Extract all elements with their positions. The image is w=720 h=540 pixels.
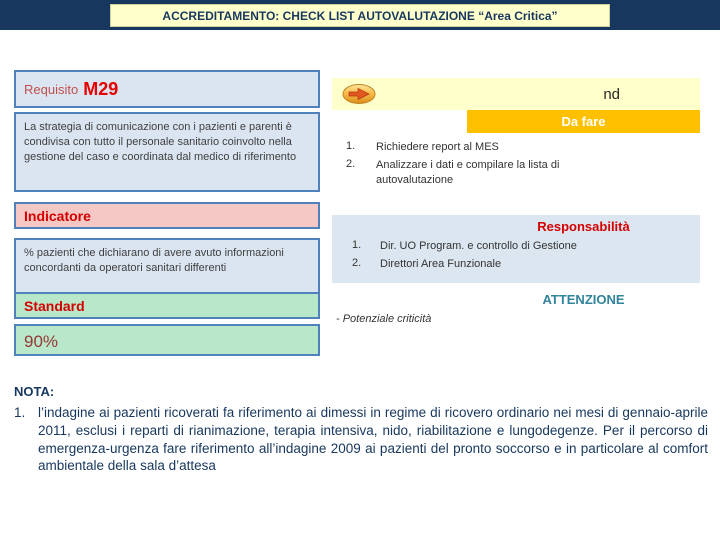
list-item-number: 2. [346,158,356,171]
list-item-number: 1. [14,405,26,420]
requisito-code: M29 [83,78,119,99]
indicatore-description: % pazienti che dichiarano di avere avuto informazioni concordanti da operatori sanitari differenti [14,238,320,296]
status-row [332,78,700,110]
list-item-text: Analizzare i dati e compilare la lista di autovalutazione [376,159,560,186]
requisito-box [14,70,320,108]
da-fare-item [346,140,700,154]
responsabilita-section [332,215,700,283]
standard-label: Standard [14,292,320,319]
indicatore-label: Indicatore [14,202,320,229]
da-fare-title: Da fare [467,110,700,133]
nota-label: NOTA: [14,384,55,399]
nota-item [14,404,708,475]
requisito-description: La strategia di comunicazione con i pazienti e parenti è condivisa con tutto il personale sanitario coinvolto nella gestione del caso e coordinata dal medico di riferimento [14,112,320,192]
requisito-label: Requisito [24,81,79,97]
attenzione-note: - Potenziale criticità [336,312,432,325]
status-value: nd [603,85,620,103]
list-item-text: Dir. UO Program. e controllo di Gestione [380,240,577,252]
right-panel [332,78,700,325]
list-item-text: Richiedere report al MES [376,141,499,153]
da-fare-item [346,158,700,187]
list-item-number: 2. [352,257,362,270]
list-item-text: l’indagine ai pazienti ricoverati fa riferimento ai dimessi in regime di ricovero ordinario nei mesi di gennaio-aprile 2011, esclusi i reparti di rianimazione, terapia intensiva, nido, riabilitazione e lungodegenze. Per il percorso di emergenza-urgenza fare riferimento all’indagine 2009 ai pazienti del pronto soccorso e in particolare al comfort ambientale della sala d’attesa [38,405,708,474]
responsabilita-list [332,234,700,272]
arrow-right-icon [342,84,376,104]
responsabilita-title: Responsabilità [537,219,630,234]
responsabilita-item [352,239,700,253]
list-item-number: 1. [346,140,356,152]
responsabilita-item [352,257,700,271]
da-fare-list [332,133,700,209]
list-item-text: Direttori Area Funzionale [380,258,502,271]
slide-title: ACCREDITAMENTO: CHECK LIST AUTOVALUTAZIONE “Area Critica” [110,4,610,27]
list-item-number: 1. [352,239,362,251]
standard-value: 90% [14,324,320,356]
attenzione-title: ATTENZIONE [542,291,625,307]
